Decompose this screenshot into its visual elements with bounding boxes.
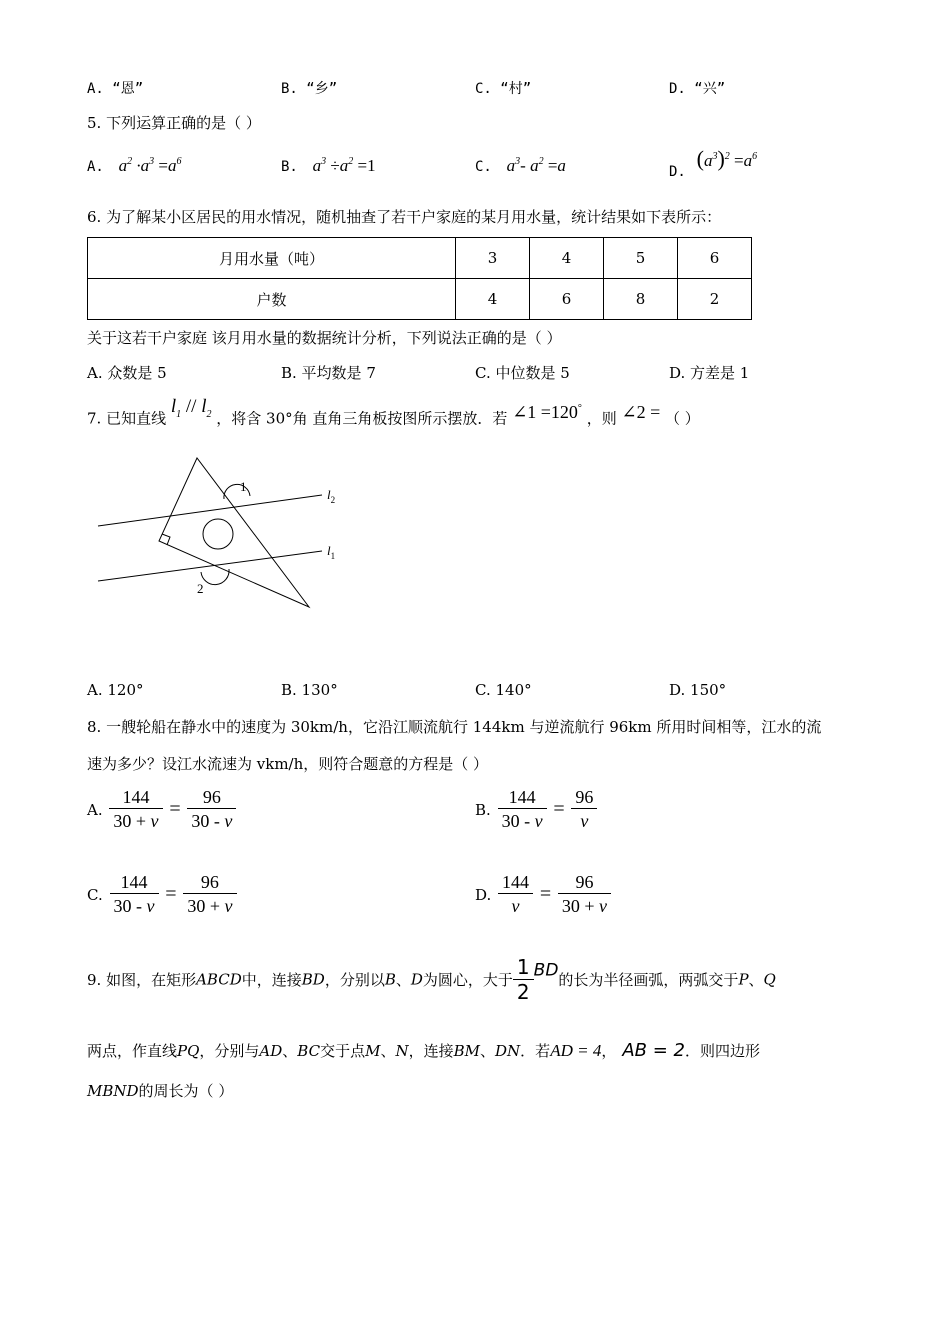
q9-stem-line3: MBND的周长为（ ） — [87, 1082, 234, 1100]
angle1-label: 1 — [240, 479, 247, 494]
table-header-usage: 月用水量（吨） — [88, 238, 456, 279]
water-usage-table — [87, 237, 752, 320]
q5-option-b: B. $a^3 \div a^2 =1$ — [281, 156, 376, 175]
table-row — [88, 279, 752, 320]
q6-option-c: C. 中位数是 5 — [475, 364, 570, 382]
table-cell: 3 — [456, 238, 530, 279]
q8-option-b: B. $\frac{144}{30 - v}$ = $\frac{96}{v}$ — [475, 786, 597, 833]
q4-option-b: B. “乡” — [281, 81, 338, 97]
triangle-hole — [203, 519, 233, 549]
q6-option-d: D. 方差是 1 — [669, 364, 750, 382]
q7-stem: 7. 已知直线 $l_1 // l_2$ ，将含 30°角 直角三角板按图所示摆放．若 ∠1 =120° ，则 ∠2 = （ ） — [87, 396, 700, 428]
table-cell: 6 — [530, 279, 604, 320]
table-cell: 4 — [530, 238, 604, 279]
q6-stem: 6. 为了解某小区居民的用水情况，随机抽查了若干户家庭的某月用水量，统计结果如下表所示： — [87, 208, 722, 226]
table-header-households: 户数 — [88, 279, 456, 320]
q5-option-c: C. $a^3-$ $a^2 =a$ — [475, 156, 566, 175]
table-cell: 5 — [604, 238, 678, 279]
table-cell: 8 — [604, 279, 678, 320]
q6-option-a: A. 众数是 5 — [87, 364, 167, 382]
q9-stem-line1: 9. 如图，在矩形ABCD中，连接BD，分别以B、D为圆心，大于 $\frac{1}{2}$ BD的长为半径画弧，两弧交于P、Q — [87, 955, 776, 1004]
table-cell: 6 — [678, 238, 752, 279]
triangle-parallel-lines-figure — [90, 450, 360, 615]
triangle — [159, 458, 309, 607]
q7-option-a: A. 120° — [87, 681, 144, 699]
table-cell: 2 — [678, 279, 752, 320]
q4-option-d: D. “兴” — [669, 81, 726, 97]
q8-option-d: D. $\frac{144}{v}$ = $\frac{96}{30 + v}$ — [475, 871, 611, 918]
q7-option-b: B. 130° — [281, 681, 338, 699]
q6-option-b: B. 平均数是 7 — [281, 364, 376, 382]
q8-option-c: C. $\frac{144}{30 - v}$ = $\frac{96}{30 + v}$ — [87, 871, 237, 918]
table-cell: 4 — [456, 279, 530, 320]
figure-lines — [98, 458, 322, 607]
q9-stem-line2: 两点，作直线PQ，分别与AD、BC交于点M、N，连接BM、DN．若AD = 4， AB = 2．则四边形 — [87, 1040, 760, 1061]
q8-stem-line1: 8. 一艘轮船在静水中的速度为 30km/h，它沿江顺流航行 144km 与逆流航行 96km 所用时间相等，江水的流 — [87, 718, 822, 736]
q8-stem-line2: 速为多少？设江水流速为 vkm/h，则符合题意的方程是（ ） — [87, 755, 489, 773]
q8-option-a: A. $\frac{144}{30 + v}$ = $\frac{96}{30 - v}$ — [87, 786, 236, 833]
line-l1-label: $l_1$ — [327, 543, 336, 561]
q5-option-a: A. $a^2 \cdot a^3 =a^6$ — [87, 156, 182, 175]
q4-option-a: A. “恩” — [87, 81, 144, 97]
line-l2-label: $l_2$ — [327, 487, 336, 505]
q5-stem: 5. 下列运算正确的是（ ） — [87, 114, 261, 132]
table-row — [88, 238, 752, 279]
line-l1 — [98, 551, 322, 581]
angle2-label: 2 — [197, 581, 204, 596]
q5-option-d: D. $(a^3)^2 =a^6$ — [669, 146, 758, 180]
q7-option-c: C. 140° — [475, 681, 532, 699]
q7-option-d: D. 150° — [669, 681, 727, 699]
q4-option-c: C. “村” — [475, 81, 532, 97]
q6-followup: 关于这若干户家庭 该月用水量的数据统计分析，下列说法正确的是（ ） — [87, 329, 562, 347]
angle2-arc — [201, 569, 229, 585]
